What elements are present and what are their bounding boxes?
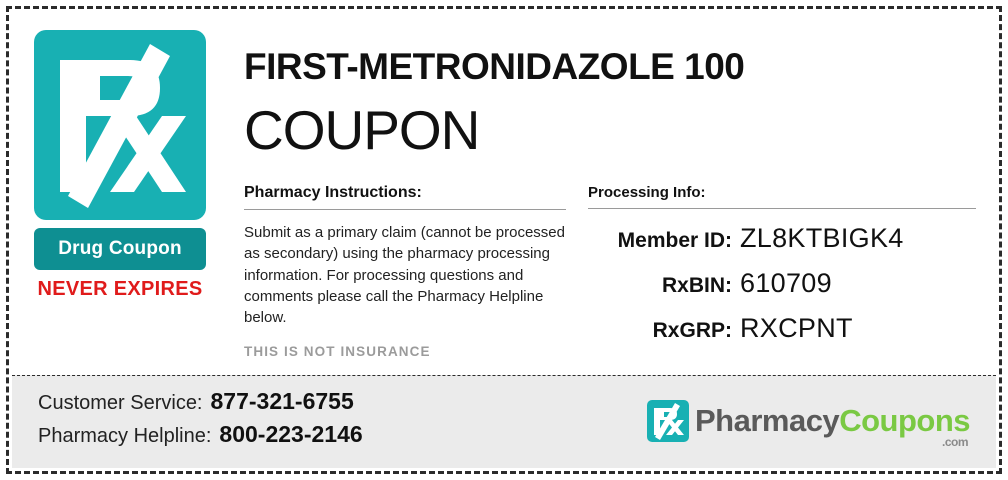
brand-rx-glyph [647, 400, 689, 442]
processing-row-rxbin [588, 268, 976, 299]
processing-info-heading: Processing Info: [588, 184, 976, 209]
rxbin-label: RxBIN: [661, 274, 732, 297]
processing-row-member-id [588, 223, 976, 254]
coupon-top-section [12, 12, 996, 372]
pharmacy-helpline-label: Pharmacy Helpline: [38, 425, 212, 447]
rx-icon [34, 30, 206, 220]
processing-row-rxgrp [588, 313, 976, 344]
drug-coupon-label: Drug Coupon [58, 238, 182, 259]
drug-name-title: FIRST-METRONIDAZOLE 100 [244, 46, 745, 87]
never-expires-label: NEVER EXPIRES [37, 278, 203, 300]
customer-service-number[interactable]: 877-321-6755 [210, 388, 354, 414]
rx-logo-block [34, 30, 206, 301]
brand-text-pharmacy: Pharmacy [694, 403, 840, 438]
not-insurance-disclaimer: THIS IS NOT INSURANCE [244, 344, 431, 360]
drug-coupon-badge [34, 228, 206, 270]
rxgrp-label: RxGRP: [652, 319, 732, 342]
coupon-footer [12, 375, 996, 468]
customer-service-row [38, 388, 363, 415]
processing-info-section [588, 184, 976, 344]
pharmacy-helpline-row [38, 421, 363, 448]
customer-service-label: Customer Service: [38, 392, 203, 414]
pharmacy-instructions-section [244, 184, 566, 359]
brand-text-coupons: Coupons [839, 403, 970, 438]
rxgrp-value: RXCPNT [740, 313, 853, 343]
pharmacy-instructions-heading: Pharmacy Instructions: [244, 184, 566, 210]
rxbin-value: 610709 [740, 268, 832, 298]
rx-tile [34, 30, 206, 220]
brand-text-dotcom: .com [941, 435, 968, 449]
coupon-title: COUPON [244, 99, 480, 161]
brand-rx-icon [647, 400, 689, 442]
coupon-inner [12, 12, 996, 468]
pharmacy-instructions-body: Submit as a primary claim (cannot be processed as secondary) using the pharmacy processing information. For processing questions and comments please call the Pharmacy Helpline below. [244, 224, 565, 327]
brand-logo[interactable] [647, 400, 970, 449]
member-id-label: Member ID: [617, 229, 732, 252]
pharmacy-helpline-number[interactable]: 800-223-2146 [219, 421, 363, 447]
contact-info [38, 388, 363, 454]
member-id-value: ZL8KTBIGK4 [740, 223, 904, 253]
brand-text [694, 403, 970, 449]
